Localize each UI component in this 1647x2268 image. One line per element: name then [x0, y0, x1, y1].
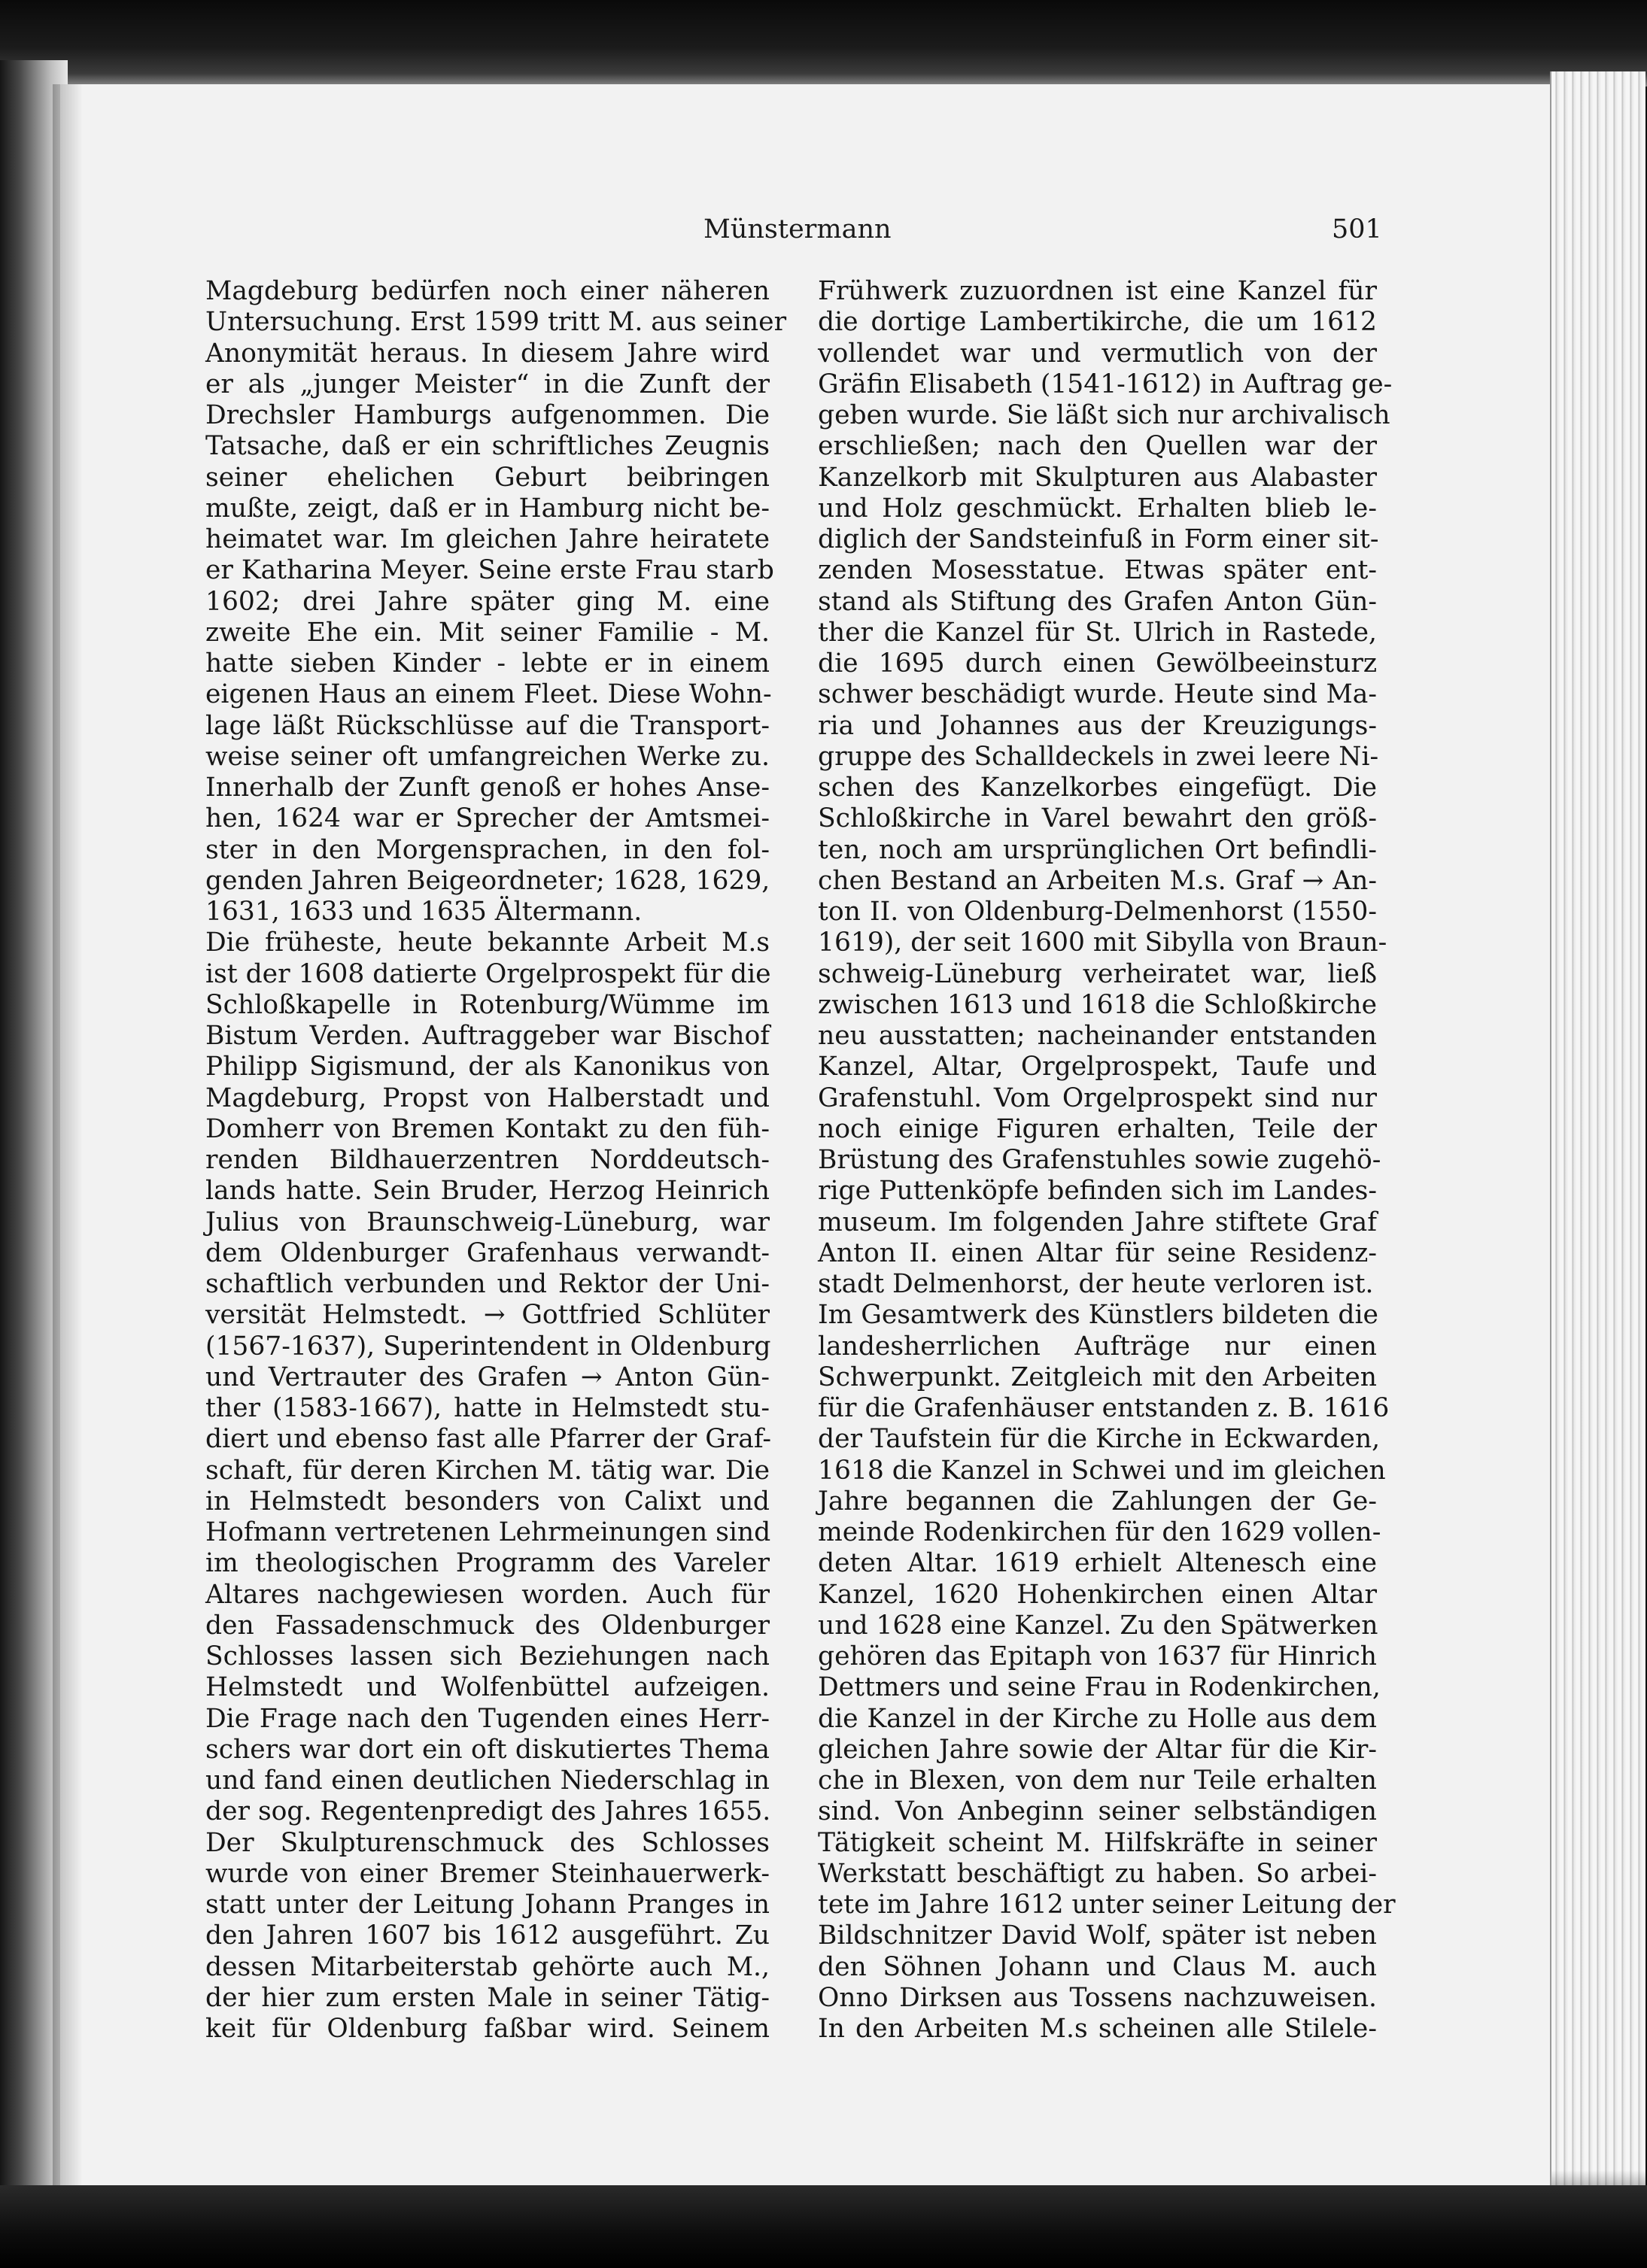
text-line: ist der 1608 datierte Orgelprospekt für die	[205, 958, 771, 989]
text-line: schwer beschädigt wurde. Heute sind Ma-	[818, 679, 1377, 710]
text-line: Tatsache, daß er ein schriftliches Zeugnis	[205, 431, 770, 462]
scan-background-top	[0, 0, 1647, 87]
text-line: lage läßt Rückschlüsse auf die Transport-	[205, 710, 770, 741]
text-line: Magdeburg bedürfen noch einer näheren	[205, 276, 770, 306]
text-line: Helmstedt und Wolfenbüttel aufzeigen.	[205, 1672, 770, 1703]
text-line: wurde von einer Bremer Steinhauerwerk-	[205, 1858, 770, 1889]
text-line: Schlosses lassen sich Beziehungen nach	[205, 1641, 770, 1671]
text-line: neu ausstatten; nacheinander entstanden	[818, 1021, 1377, 1051]
spine-curve	[53, 84, 83, 2191]
text-line: keit für Oldenburg faßbar wird. Seinem	[205, 2014, 770, 2044]
text-line: Tätigkeit scheint M. Hilfskräfte in seiner	[818, 1827, 1377, 1858]
text-line: Schloßkapelle in Rotenburg/Wümme im	[205, 989, 770, 1020]
text-line: ton II. von Oldenburg-Delmenhorst (1550-	[818, 897, 1377, 927]
text-line: diglich der Sandsteinfuß in Form einer sit-	[818, 524, 1379, 554]
text-line: die dortige Lambertikirche, die um 1612	[818, 307, 1377, 338]
text-line: stadt Delmenhorst, der heute verloren ist.	[818, 1269, 1374, 1299]
text-line: er Katharina Meyer. Seine erste Frau starb	[205, 555, 774, 586]
text-line: Onno Dirksen aus Tossens nachzuweisen.	[818, 1982, 1377, 2013]
text-line: deten Altar. 1619 erhielt Altenesch eine	[818, 1548, 1377, 1579]
text-line: und Vertrauter des Grafen → Anton Gün-	[205, 1362, 770, 1392]
text-line: eigenen Haus an einem Fleet. Diese Wohn-	[205, 679, 772, 710]
text-line: den Söhnen Johann und Claus M. auch	[818, 1951, 1377, 1982]
text-line: (1567-1637), Superintendent in Oldenburg	[205, 1331, 771, 1362]
text-line: Altares nachgewiesen worden. Auch für	[205, 1579, 770, 1610]
text-line: schers war dort ein oft diskutiertes Thema	[205, 1734, 770, 1765]
scan-background-bottom	[0, 2185, 1647, 2268]
text-line: für die Grafenhäuser entstanden z. B. 1616	[818, 1393, 1390, 1423]
text-line: Brüstung des Grafenstuhles sowie zugehö-	[818, 1145, 1381, 1175]
text-line: statt unter der Leitung Johann Pranges in	[205, 1890, 770, 1920]
text-line: Kanzel, 1620 Hohenkirchen einen Altar	[818, 1579, 1377, 1610]
text-line: che in Blexen, von dem nur Teile erhalten	[818, 1766, 1377, 1796]
text-line: gruppe des Schalldeckels in zwei leere Ni-	[818, 741, 1379, 772]
text-line: erschließen; nach den Quellen war der	[818, 431, 1377, 462]
text-line: Jahre begannen die Zahlungen der Ge-	[818, 1486, 1377, 1517]
text-line: Frühwerk zuzuordnen ist eine Kanzel für	[818, 276, 1377, 306]
text-line: stand als Stiftung des Grafen Anton Gün-	[818, 586, 1377, 617]
text-line: zenden Mosesstatue. Etwas später ent-	[818, 555, 1377, 586]
text-line: hen, 1624 war er Sprecher der Amtsmei-	[205, 803, 770, 834]
text-line: genden Jahren Beigeordneter; 1628, 1629,	[205, 865, 770, 896]
text-line: Kanzelkorb mit Skulpturen aus Alabaster	[818, 462, 1377, 493]
text-line: Hofmann vertretenen Lehrmeinungen sind	[205, 1517, 771, 1547]
text-line: 1619), der seit 1600 mit Sibylla von Braun-	[818, 928, 1387, 958]
text-line: der Taufstein für die Kirche in Eckwarden,	[818, 1424, 1381, 1455]
text-line: Schloßkirche in Varel bewahrt den größ-	[818, 803, 1377, 834]
text-line: 1631, 1633 und 1635 Ältermann.	[205, 897, 643, 927]
text-line: Anton II. einen Altar für seine Residenz-	[818, 1237, 1377, 1268]
text-line: chen Bestand an Arbeiten M.s. Graf → An-	[818, 865, 1377, 896]
text-line: hatte sieben Kinder - lebte er in einem	[205, 648, 770, 679]
text-line: Gräfin Elisabeth (1541-1612) in Auftrag ge-	[818, 369, 1393, 399]
text-line: den Fassadenschmuck des Oldenburger	[205, 1610, 770, 1641]
text-line: ster in den Morgensprachen, in den fol-	[205, 834, 770, 865]
text-line: Innerhalb der Zunft genoß er hohes Anse-	[205, 773, 770, 803]
text-line: und Holz geschmückt. Erhalten blieb le-	[818, 493, 1377, 524]
text-line: Der Skulpturenschmuck des Schlosses	[205, 1827, 770, 1858]
text-line: Die Frage nach den Tugenden eines Herr-	[205, 1703, 770, 1734]
text-line: schweig-Lüneburg verheiratet war, ließ	[818, 958, 1377, 989]
text-line: er als „junger Meister“ in die Zunft der	[205, 369, 770, 399]
text-line: 1602; drei Jahre später ging M. eine	[205, 586, 770, 617]
text-line: diert und ebenso fast alle Pfarrer der Graf-	[205, 1424, 772, 1455]
text-line: der hier zum ersten Male in seiner Tätig-	[205, 1982, 770, 2013]
text-line: sind. Von Anbeginn seiner selbständigen	[818, 1796, 1377, 1827]
text-line: den Jahren 1607 bis 1612 ausgeführt. Zu	[205, 1920, 770, 1951]
text-line: Die früheste, heute bekannte Arbeit M.s	[205, 928, 770, 958]
left-text-column	[205, 276, 787, 2045]
text-line: Schwerpunkt. Zeitgleich mit den Arbeiten	[818, 1362, 1377, 1392]
text-line: die 1695 durch einen Gewölbeeinsturz	[818, 648, 1377, 679]
text-line: schaft, für deren Kirchen M. tätig war. Die	[205, 1455, 770, 1486]
text-line: die Kanzel in der Kirche zu Holle aus dem	[818, 1703, 1377, 1734]
text-line: Drechsler Hamburgs aufgenommen. Die	[205, 400, 770, 430]
text-line: Bildschnitzer David Wolf, später ist neben	[818, 1920, 1377, 1951]
text-line: tete im Jahre 1612 unter seiner Leitung der	[818, 1890, 1396, 1920]
text-line: versität Helmstedt. → Gottfried Schlüter	[205, 1300, 770, 1331]
text-line: im theologischen Programm des Vareler	[205, 1548, 770, 1579]
text-line: heimatet war. Im gleichen Jahre heiratete	[205, 524, 770, 554]
text-line: rige Puttenköpfe befinden sich im Landes-	[818, 1176, 1377, 1207]
text-line: In den Arbeiten M.s scheinen alle Stilele-	[818, 2014, 1377, 2044]
text-line: in Helmstedt besonders von Calixt und	[205, 1486, 770, 1517]
text-line: Anonymität heraus. In diesem Jahre wird	[205, 338, 770, 369]
page-stack-edge	[1550, 71, 1645, 2200]
text-line: schaftlich verbunden und Rektor der Uni-	[205, 1269, 770, 1299]
text-line: und 1628 eine Kanzel. Zu den Spätwerken	[818, 1610, 1378, 1641]
text-line: Magdeburg, Propst von Halberstadt und	[205, 1082, 770, 1113]
text-line: lands hatte. Sein Bruder, Herzog Heinrich	[205, 1176, 770, 1207]
text-line: ther (1583-1667), hatte in Helmstedt stu-	[205, 1393, 770, 1423]
text-line: und fand einen deutlichen Niederschlag in	[205, 1766, 770, 1796]
text-line: 1618 die Kanzel in Schwei und im gleichen	[818, 1455, 1386, 1486]
text-line: Dettmers und seine Frau in Rodenkirchen,	[818, 1672, 1381, 1703]
text-line: seiner ehelichen Geburt beibringen	[205, 462, 770, 493]
text-line: gleichen Jahre sowie der Altar für die Kir-	[818, 1734, 1377, 1765]
text-line: Grafenstuhl. Vom Orgelprospekt sind nur	[818, 1082, 1377, 1113]
text-line: Philipp Sigismund, der als Kanonikus von	[205, 1052, 770, 1082]
text-line: Untersuchung. Erst 1599 tritt M. aus seiner	[205, 307, 787, 338]
text-line: Julius von Braunschweig-Lüneburg, war	[205, 1207, 770, 1237]
text-line: der sog. Regentenpredigt des Jahres 1655.	[205, 1796, 771, 1827]
text-line: dem Oldenburger Grafenhaus verwandt-	[205, 1237, 770, 1268]
text-line: renden Bildhauerzentren Norddeutsch-	[205, 1145, 770, 1175]
text-line: noch einige Figuren erhalten, Teile der	[818, 1113, 1377, 1144]
text-line: ten, noch am ursprünglichen Ort befindli-	[818, 834, 1377, 865]
text-line: gehören das Epitaph von 1637 für Hinrich	[818, 1641, 1377, 1671]
text-line: Kanzel, Altar, Orgelprospekt, Taufe und	[818, 1052, 1377, 1082]
text-line: weise seiner oft umfangreichen Werke zu.	[205, 741, 770, 772]
text-line: museum. Im folgenden Jahre stiftete Graf	[818, 1207, 1377, 1237]
text-line: vollendet war und vermutlich von der	[818, 338, 1377, 369]
text-line: ria und Johannes aus der Kreuzigungs-	[818, 710, 1377, 741]
right-text-column	[818, 276, 1396, 2045]
text-line: ther die Kanzel für St. Ulrich in Rastede,	[818, 617, 1377, 648]
text-line: Bistum Verden. Auftraggeber war Bischof	[205, 1021, 770, 1051]
text-line: geben wurde. Sie läßt sich nur archivalisch	[818, 400, 1390, 430]
page-number: 501	[1332, 214, 1382, 244]
text-line: schen des Kanzelkorbes eingefügt. Die	[818, 773, 1377, 803]
text-line: Im Gesamtwerk des Künstlers bildeten die	[818, 1300, 1378, 1331]
text-line: Domherr von Bremen Kontakt zu den füh-	[205, 1113, 770, 1144]
text-line: mußte, zeigt, daß er in Hamburg nicht be-	[205, 493, 770, 524]
text-line: zwischen 1613 und 1618 die Schloßkirche	[818, 989, 1377, 1020]
text-line: zweite Ehe ein. Mit seiner Familie - M.	[205, 617, 770, 648]
text-line: meinde Rodenkirchen für den 1629 vollen-	[818, 1517, 1381, 1547]
text-line: dessen Mitarbeiterstab gehörte auch M.,	[205, 1951, 770, 1982]
running-head: Münstermann	[703, 214, 892, 244]
text-line: Werkstatt beschäftigt zu haben. So arbei-	[818, 1858, 1377, 1889]
text-line: landesherrlichen Aufträge nur einen	[818, 1331, 1377, 1362]
